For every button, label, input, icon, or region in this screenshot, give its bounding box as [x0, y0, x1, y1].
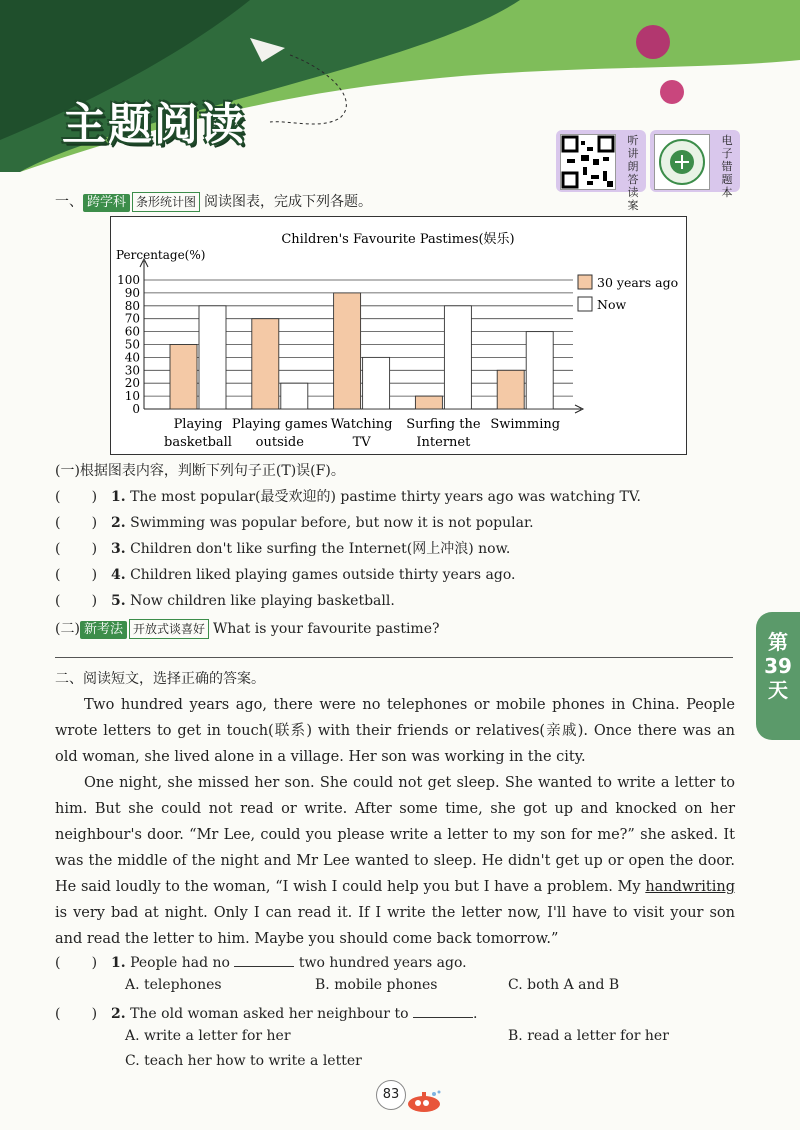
- option-c[interactable]: C. both A and B: [508, 977, 620, 993]
- mc-question: [55, 952, 467, 972]
- underlined-word: handwriting: [645, 879, 735, 895]
- question-text: Swimming was popular before, but now it is not popular.: [130, 515, 534, 531]
- section2-heading: 二、阅读短文，选择正确的答案。: [55, 671, 265, 687]
- page-number: 83: [376, 1080, 406, 1110]
- answer-bracket[interactable]: ( ): [55, 489, 98, 505]
- qr-label: 听讲朗答读案: [627, 134, 639, 212]
- question-number: 1.: [111, 955, 126, 971]
- y-axis-label: Percentage(%): [116, 248, 206, 262]
- x-tick-label: Surfing the: [406, 417, 481, 432]
- app-code-icon: [654, 134, 710, 190]
- bar: [415, 396, 442, 409]
- qr-code-error-book[interactable]: [650, 130, 740, 199]
- y-tick-label: 80: [124, 298, 140, 313]
- y-tick-label: 70: [124, 311, 140, 326]
- bar: [252, 319, 279, 409]
- chart-title: Children's Favourite Pastimes(娱乐): [281, 232, 515, 247]
- subject-tag: 跨学科: [83, 194, 130, 212]
- y-tick-label: 100: [117, 273, 140, 287]
- qr-label: 电子错题本: [721, 134, 733, 199]
- answer-bracket[interactable]: ( ): [55, 515, 98, 531]
- question-text: Now children like playing basketball.: [130, 593, 395, 609]
- answer-blank[interactable]: [413, 1003, 473, 1018]
- answer-bracket[interactable]: ( ): [55, 593, 98, 609]
- instruction: 阅读图表，完成下列各题。: [204, 194, 373, 210]
- y-tick-label: 40: [124, 350, 140, 365]
- submarine-icon: [404, 1090, 444, 1114]
- question-stem-b: .: [472, 1006, 478, 1022]
- legend-label: Now: [597, 297, 627, 312]
- answer-bracket[interactable]: ( ): [55, 567, 98, 583]
- question-text: Children liked playing games outside thirty years ago.: [130, 567, 516, 583]
- part2-question: What is your favourite pastime?: [212, 621, 440, 637]
- part2-line: [55, 619, 439, 639]
- question-number: 2.: [111, 1006, 126, 1022]
- x-tick-label: basketball: [164, 435, 232, 450]
- section1-heading: [55, 192, 372, 212]
- y-tick-label: 50: [124, 337, 140, 352]
- option-c[interactable]: C. teach her how to write a letter: [125, 1053, 362, 1069]
- y-tick-label: 30: [124, 363, 140, 378]
- y-tick-label: 10: [124, 389, 140, 404]
- qr-code-icon: [560, 134, 616, 190]
- paragraph-2-text-b: is very bad at night. Only I can read it. If I write the letter now, I'll have to visit your son and read the letter to him. Maybe you should come back tomorrow.”: [55, 905, 735, 947]
- answer-bracket[interactable]: ( ): [55, 541, 98, 557]
- x-tick-label: TV: [352, 435, 371, 450]
- bar: [526, 332, 553, 409]
- new-exam-tag: 新考法: [80, 621, 127, 639]
- bar: [199, 306, 226, 409]
- option-b[interactable]: B. mobile phones: [315, 977, 438, 993]
- mc-question: [55, 1003, 477, 1023]
- question-stem-b: two hundred years ago.: [298, 955, 467, 971]
- y-tick-label: 0: [132, 402, 140, 416]
- paragraph-2: [55, 770, 735, 952]
- qr-code-audio[interactable]: [556, 130, 646, 212]
- bar: [334, 293, 361, 409]
- bar: [170, 345, 197, 410]
- question-number: 1.: [111, 489, 126, 505]
- day-tab: 第39天: [756, 612, 800, 740]
- bar: [281, 383, 308, 409]
- paragraph-2-text-a: One night, she missed her son. She could not get sleep. She wanted to write a letter to him. But she could not read or write. After some time, she got up and knocked on her neighbour's door. “Mr Lee, could you please write a letter to my son for me?” she asked. It was the middle of the night and Mr Lee wanted to sleep. He didn't get up or open the door. He said loudly to the woman, “I wish I could help you but I have a problem. My: [55, 775, 735, 895]
- answer-bracket[interactable]: ( ): [55, 1006, 98, 1022]
- question-stem-a: The old woman asked her neighbour to: [130, 1006, 409, 1022]
- y-tick-label: 90: [124, 285, 140, 300]
- chart-svg: [111, 217, 686, 454]
- option-b[interactable]: B. read a letter for her: [508, 1028, 669, 1044]
- question-number: 2.: [111, 515, 126, 531]
- question-number: 5.: [111, 593, 126, 609]
- option-a[interactable]: A. telephones: [125, 977, 222, 993]
- x-tick-label: Playing: [173, 417, 223, 432]
- tf-question: [55, 488, 641, 506]
- x-tick-label: Watching: [330, 417, 393, 432]
- option-a[interactable]: A. write a letter for her: [125, 1028, 291, 1044]
- tf-question: [55, 566, 515, 584]
- paragraph-1: Two hundred years ago, there were no telephones or mobile phones in China. People wrote letters to get in touch(联系) with their friends or relatives(亲戚). Once there was an old woman, she lived alone in a village. Her son was working in the city.: [55, 697, 735, 765]
- x-tick-label: Swimming: [490, 417, 561, 432]
- divider: [55, 657, 733, 658]
- bar: [444, 306, 471, 409]
- answer-bracket[interactable]: ( ): [55, 955, 98, 971]
- question-text: The most popular(最受欢迎的) pastime thirty years ago was watching TV.: [130, 489, 641, 505]
- part1-heading: (一)根据图表内容，判断下列句子正(T)误(F)。: [55, 463, 345, 479]
- legend-swatch: [578, 297, 592, 311]
- tf-question: [55, 540, 510, 558]
- legend-swatch: [578, 275, 592, 289]
- x-tick-label: Internet: [416, 435, 471, 450]
- open-question-tag: 开放式谈喜好: [129, 619, 209, 639]
- page-title: 主题阅读: [62, 99, 246, 150]
- y-tick-label: 60: [124, 324, 140, 339]
- bar: [497, 370, 524, 409]
- question-number: 4.: [111, 567, 126, 583]
- y-tick-label: 20: [124, 376, 140, 391]
- x-tick-label: Playing games: [231, 417, 328, 432]
- bar-chart: [110, 216, 687, 455]
- section-number: 一、: [55, 194, 83, 210]
- bar: [363, 357, 390, 409]
- question-stem-a: People had no: [130, 955, 230, 971]
- topic-tag: 条形统计图: [132, 192, 200, 212]
- legend-label: 30 years ago: [597, 275, 679, 290]
- tf-question: [55, 514, 534, 532]
- question-text: Children don't like surfing the Internet(网上冲浪) now.: [130, 541, 511, 557]
- tf-question: [55, 592, 395, 610]
- part2-prefix: (二): [55, 621, 80, 637]
- x-tick-label: outside: [255, 435, 304, 450]
- answer-blank[interactable]: [234, 952, 294, 967]
- question-number: 3.: [111, 541, 126, 557]
